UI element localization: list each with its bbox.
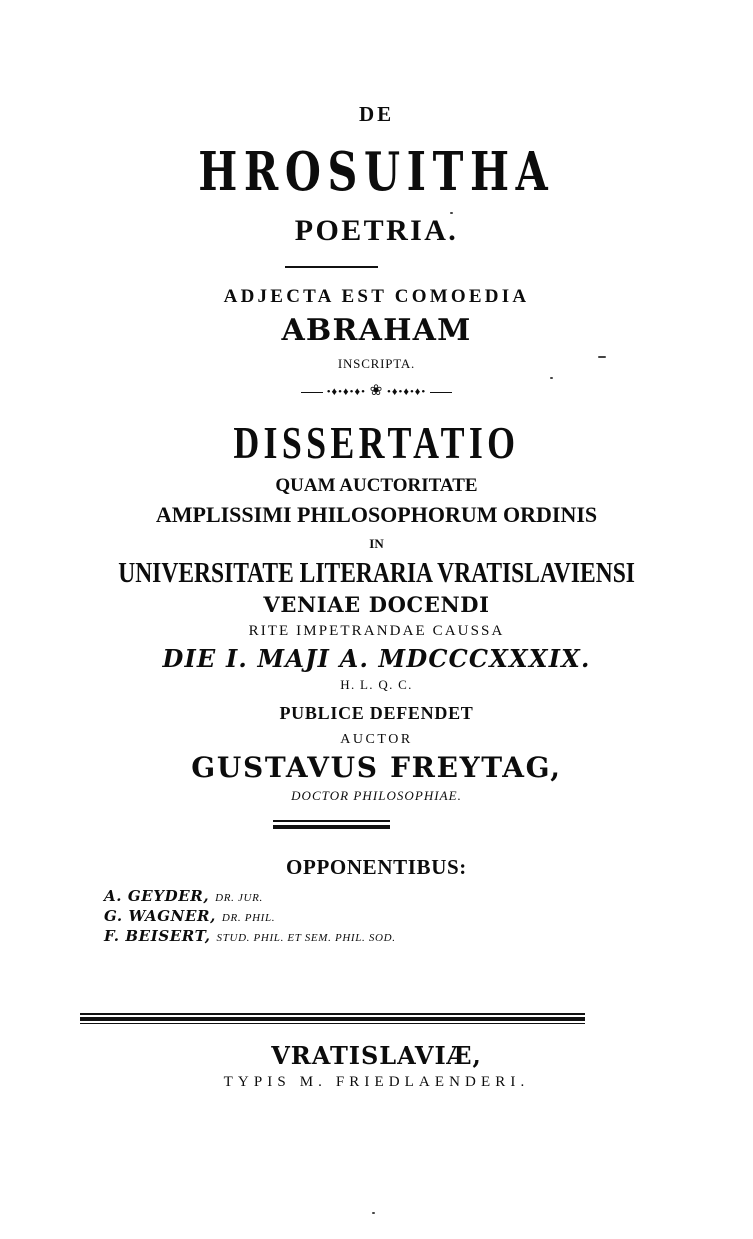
ornament-flower-icon: ❀ <box>369 383 384 399</box>
comoedia-line: ADJECTA EST COMOEDIA <box>223 286 530 307</box>
opponent-row-3 <box>104 929 396 945</box>
opponent-name: G. WAGNER, <box>104 907 216 925</box>
ornament-chain-left: •♦•♦•♦• <box>326 386 366 398</box>
title-poetria: POETRIA. <box>294 214 459 247</box>
ornament-chain-right: •♦•♦•♦• <box>387 386 427 398</box>
defendet-line: PUBLICE DEFENDET <box>279 703 474 723</box>
thick-rule-bottom <box>273 825 390 829</box>
play-title: ABRAHAM <box>281 313 472 348</box>
thick-rule-top <box>273 820 390 822</box>
title-de: DE <box>358 102 395 126</box>
opponent-row-2 <box>104 909 275 925</box>
double-rule-bottom <box>80 1023 585 1024</box>
date-line: DIE I. MAJI A. MDCCCXXXIX. <box>162 644 591 673</box>
opponent-name: A. GEYDER, <box>104 887 210 905</box>
double-rule-middle <box>80 1017 585 1021</box>
opponent-row-1 <box>104 889 263 905</box>
imprint-city: VRATISLAVIÆ, <box>271 1041 482 1070</box>
scan-speck <box>372 1212 375 1214</box>
ornament-line-right <box>430 392 452 393</box>
ordo-line: AMPLISSIMI PHILOSOPHORUM ORDINIS <box>155 502 598 527</box>
imprint-printer: TYPIS M. FRIEDLAENDERI. <box>223 1074 530 1090</box>
ornamental-rule <box>0 381 753 400</box>
universitas-text: UNIVERSITATE LITERARIA VRATISLAVIENSI <box>118 558 635 589</box>
scan-speck <box>550 377 553 379</box>
short-rule <box>285 266 378 268</box>
inscripta: INSCRIPTA. <box>337 356 416 371</box>
double-rule-top <box>80 1013 585 1015</box>
venia-line: VENIAE DOCENDI <box>263 592 490 617</box>
auctoritate-line: QUAM AUCTORITATE <box>275 475 478 496</box>
in-line: IN <box>369 536 384 551</box>
rite-line: RITE IMPETRANDAE CAUSSA <box>248 623 505 639</box>
opponent-name: F. BEISERT, <box>104 927 211 945</box>
opponent-title: DR. PHIL. <box>221 912 276 924</box>
ornament-line-left <box>301 392 323 393</box>
title-name-text: HROSUITHA <box>198 141 555 203</box>
scan-speck <box>450 212 453 214</box>
title-name <box>0 141 753 203</box>
hlqc-line: H. L. Q. C. <box>340 677 413 692</box>
author-title: DOCTOR PHILOSOPHIAE. <box>291 788 462 803</box>
scan-speck <box>598 356 606 358</box>
dissertatio-heading-text: DISSERTATIO <box>233 417 520 468</box>
opponent-title: DR. JUR. <box>215 892 263 904</box>
opponents-heading: OPPONENTIBUS: <box>286 855 467 879</box>
opponent-title: STUD. PHIL. ET SEM. PHIL. SOD. <box>216 932 396 944</box>
auctor-label: AUCTOR <box>340 732 413 747</box>
universitas-line <box>0 560 753 588</box>
author-name: GUSTAVUS FREYTAG, <box>191 751 562 784</box>
dissertatio-heading <box>0 417 753 468</box>
